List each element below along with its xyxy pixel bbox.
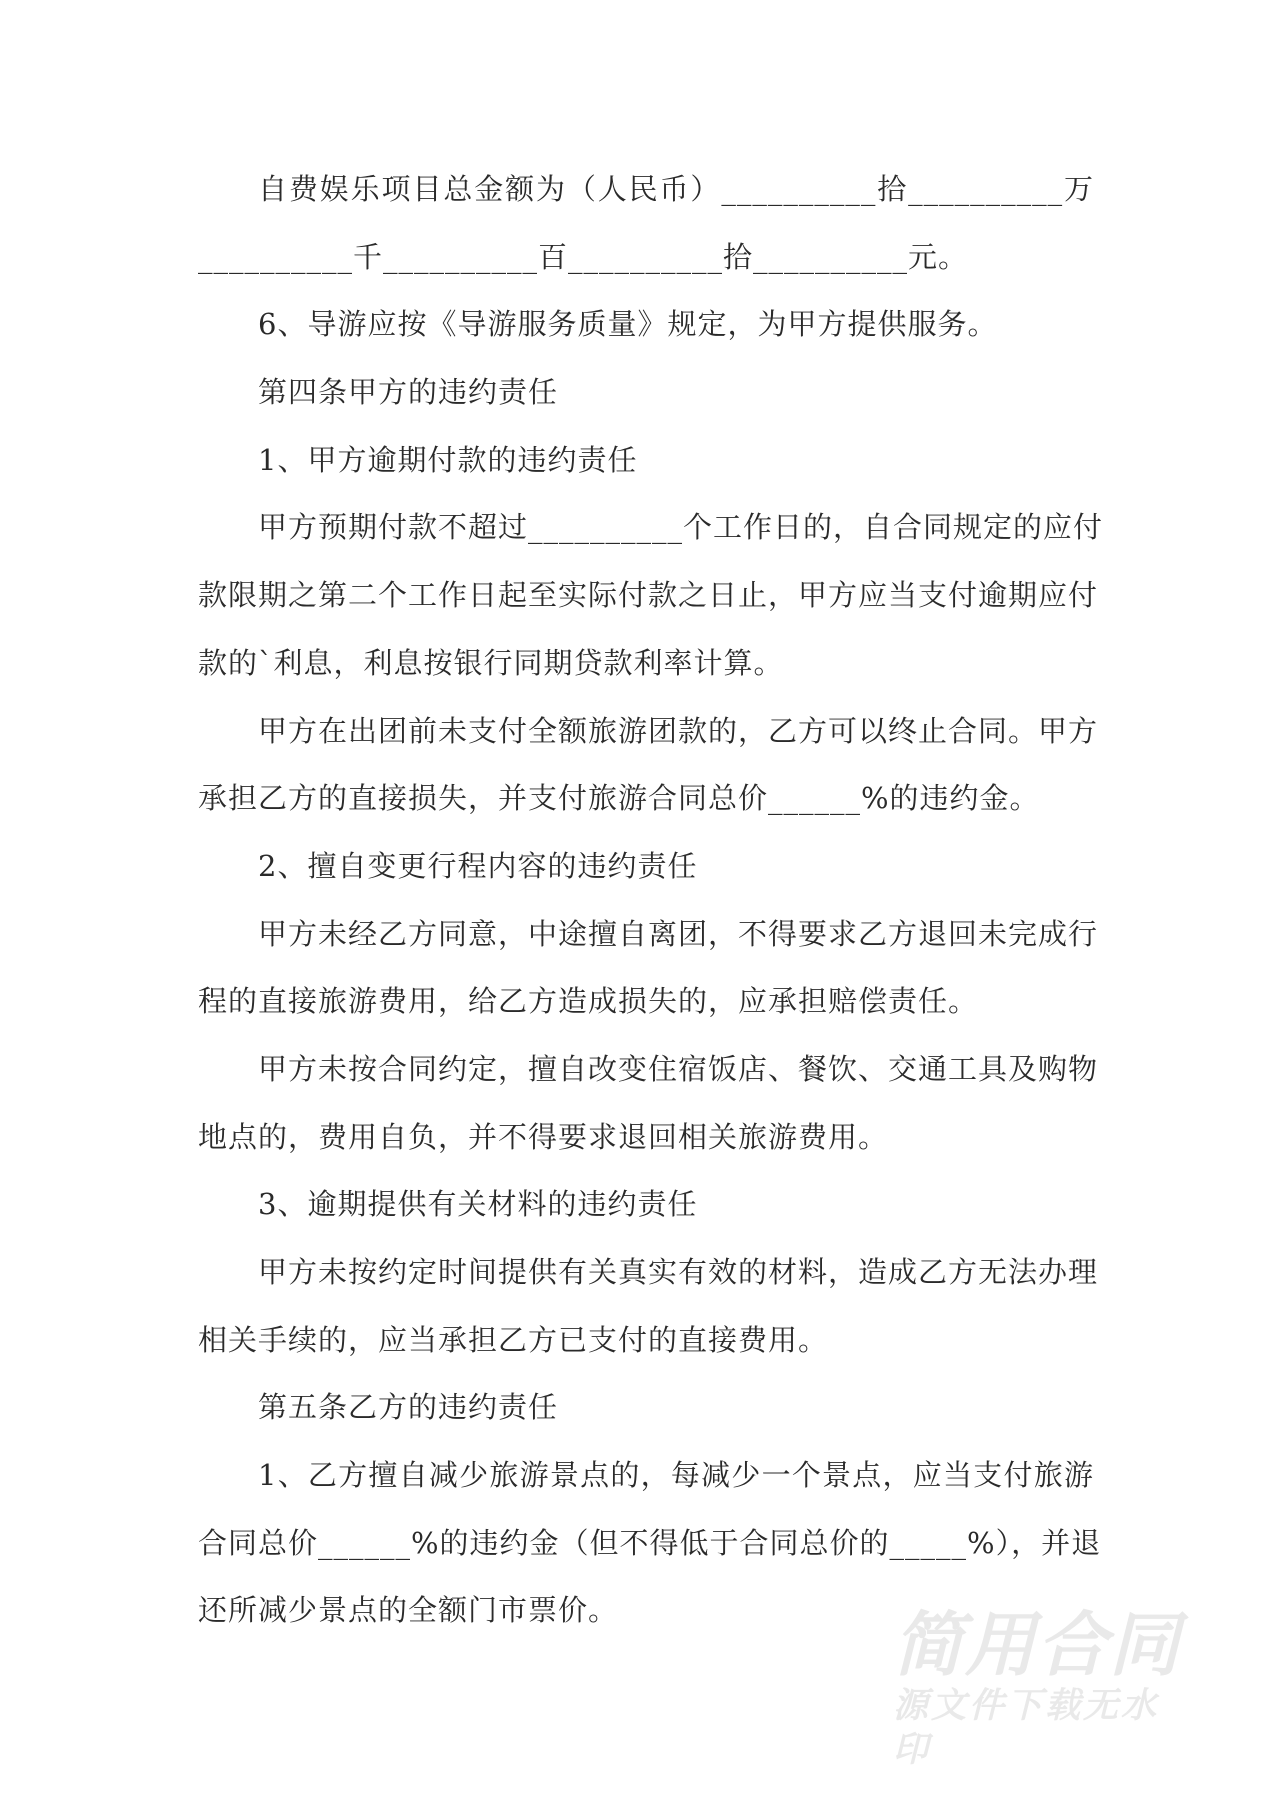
text-line: __________千__________百__________拾__________元。 <box>198 239 969 274</box>
watermark-title: 简用合同 <box>893 1604 1181 1686</box>
text-line: 甲方预期付款不超过__________个工作日的，自合同规定的应付 <box>258 510 1104 545</box>
text-line: 自费娱乐项目总金额为（人民币）__________拾__________万 <box>258 172 1094 206</box>
text-line: 款的`利息，利息按银行同期贷款利率计算。 <box>198 645 784 680</box>
text-line: 甲方未按合同约定，擅自改变住宿饭店、餐饮、交通工具及购物 <box>258 1051 1099 1086</box>
text-line: 还所减少景点的全额门市票价。 <box>198 1593 619 1628</box>
text-line: 1、乙方擅自减少旅游景点的，每减少一个景点，应当支付旅游 <box>258 1458 1094 1493</box>
text-line: 程的直接旅游费用，给乙方造成损失的，应承担赔偿责任。 <box>198 984 979 1019</box>
watermark-subtitle: 源文件下载无水印 <box>893 1686 1160 1770</box>
text-line: 合同总价______%的违约金（但不得低于合同总价的_____%），并退 <box>198 1525 1102 1560</box>
text-line: 甲方在出团前未支付全额旅游团款的，乙方可以终止合同。甲方 <box>258 713 1099 748</box>
text-line: 第五条乙方的违约责任 <box>258 1390 559 1425</box>
text-line: 承担乙方的直接损失，并支付旅游合同总价______%的违约金。 <box>198 781 1040 816</box>
text-line: 2、擅自变更行程内容的违约责任 <box>258 848 698 883</box>
watermark <box>893 1606 1193 1772</box>
text-line: 甲方未经乙方同意，中途擅自离团，不得要求乙方退回未完成行 <box>258 916 1099 951</box>
text-line: 甲方未按约定时间提供有关真实有效的材料，造成乙方无法办理 <box>258 1255 1099 1289</box>
text-line: 6、导游应按《导游服务质量》规定，为甲方提供服务。 <box>258 307 998 342</box>
text-line: 第四条甲方的违约责任 <box>258 375 559 410</box>
text-line: 款限期之第二个工作日起至实际付款之日止，甲方应当支付逾期应付 <box>198 578 1099 613</box>
text-line: 地点的，费用自负，并不得要求退回相关旅游费用。 <box>198 1119 889 1154</box>
document-body <box>198 156 1104 1645</box>
text-line: 相关手续的，应当承担乙方已支付的直接费用。 <box>198 1322 829 1357</box>
text-line: 3、逾期提供有关材料的违约责任 <box>258 1187 698 1222</box>
text-line: 1、甲方逾期付款的违约责任 <box>258 442 638 477</box>
